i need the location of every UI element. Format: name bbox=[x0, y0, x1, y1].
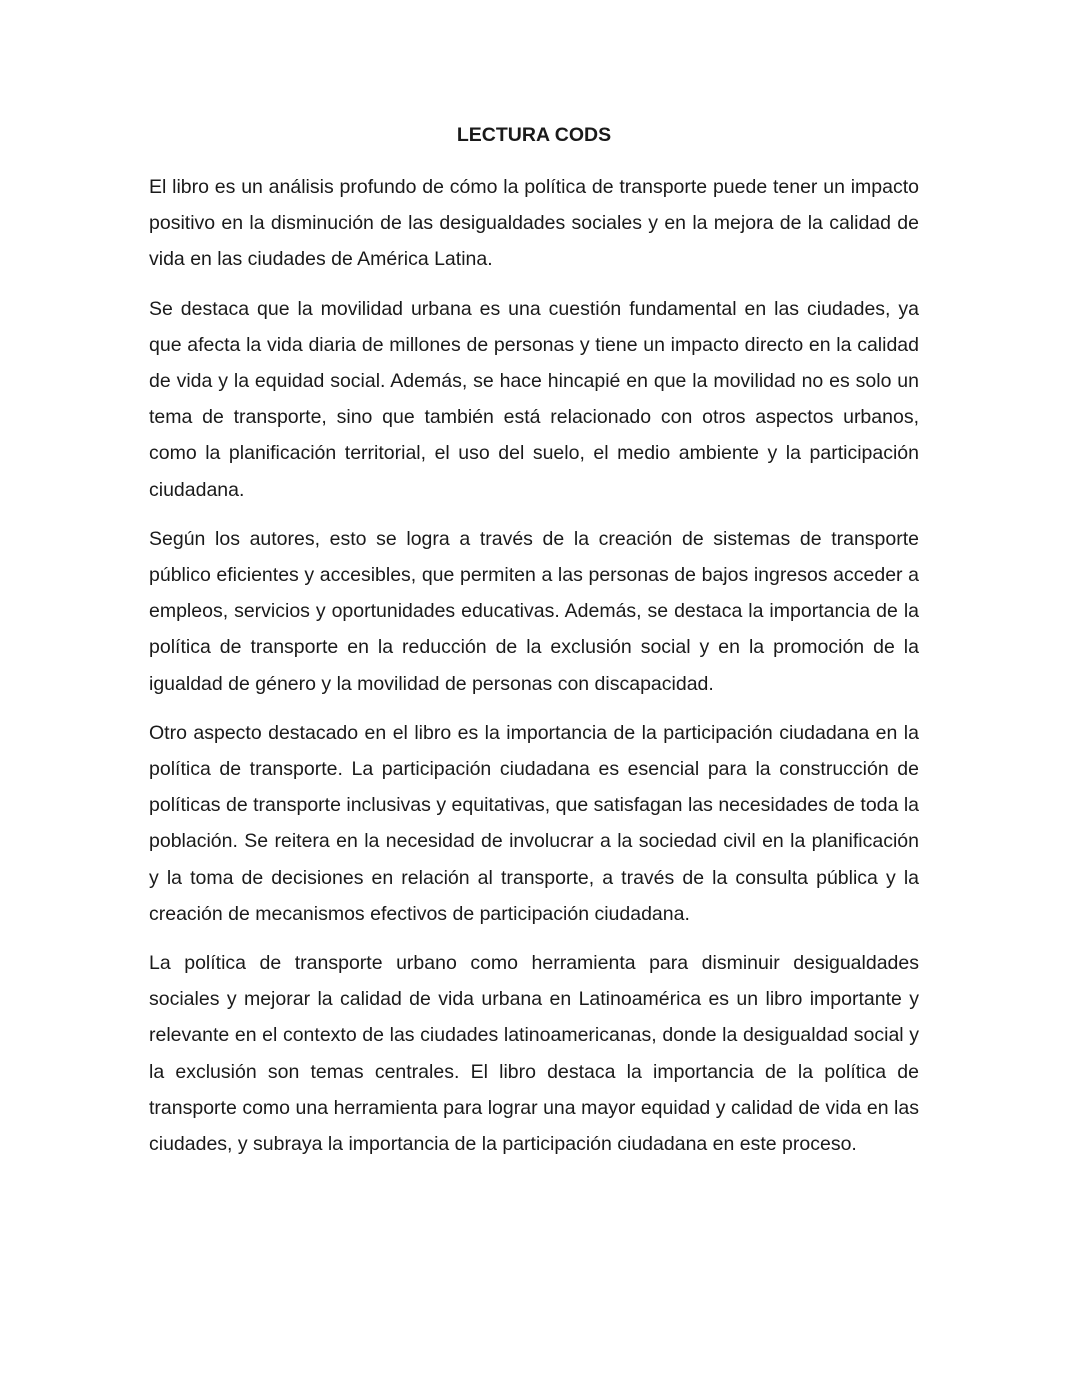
paragraph-authors: Según los autores, esto se logra a través de la creación de sistemas de transporte público eficientes y accesibles, que permiten a las personas de bajos ingresos acceder a empleos, servicios y oportunidades educativas. Además, se destaca la importancia de la política de transporte en la reducción de la exclusión social y en la promoción de la igualdad de género y la movilidad de personas con discapacidad. bbox=[149, 527, 919, 695]
paragraph-urban-mobility: Se destaca que la movilidad urbana es una cuestión fundamental en las ciudades, ya que afecta la vida diaria de millones de personas y tiene un impacto directo en la calidad de vida y la equidad social. Además, se hace hincapié en que la movilidad no es solo un tema de transporte, sino que también está relacionado con otros aspectos urbanos, como la planificación territorial, el uso del suelo, el medio ambiente y la participación ciudadana. bbox=[149, 297, 919, 501]
document-title: LECTURA CODS bbox=[456, 124, 612, 146]
paragraph-citizen-participation: Otro aspecto destacado en el libro es la importancia de la participación ciudadana en la política de transporte. La participación ciudadana es esencial para la construcción de políticas de transporte inclusivas y equitativas, que satisfagan las necesidades de toda la población. Se reitera en la necesidad de involucrar a la sociedad civil en la planificación y la toma de decisiones en relación al transporte, a través de la consulta pública y la creación de mecanismos efectivos de participación ciudadana. bbox=[149, 721, 919, 925]
document-page bbox=[149, 120, 919, 1175]
paragraph-intro: El libro es un análisis profundo de cómo la política de transporte puede tener un impacto positivo en la disminución de las desigualdades sociales y en la mejora de la calidad de vida en las ciudades de América Latina. bbox=[149, 176, 919, 271]
paragraph-conclusion: La política de transporte urbano como herramienta para disminuir desigualdades sociales y mejorar la calidad de vida urbana en Latinoamérica es un libro importante y relevante en el contexto de las ciudades latinoamericanas, donde la desigualdad social y la exclusión son temas centrales. El libro destaca la importancia de la política de transporte como una herramienta para lograr una mayor equidad y calidad de vida en las ciudades, y subraya la importancia de la participación ciudadana en este proceso. bbox=[149, 952, 919, 1156]
